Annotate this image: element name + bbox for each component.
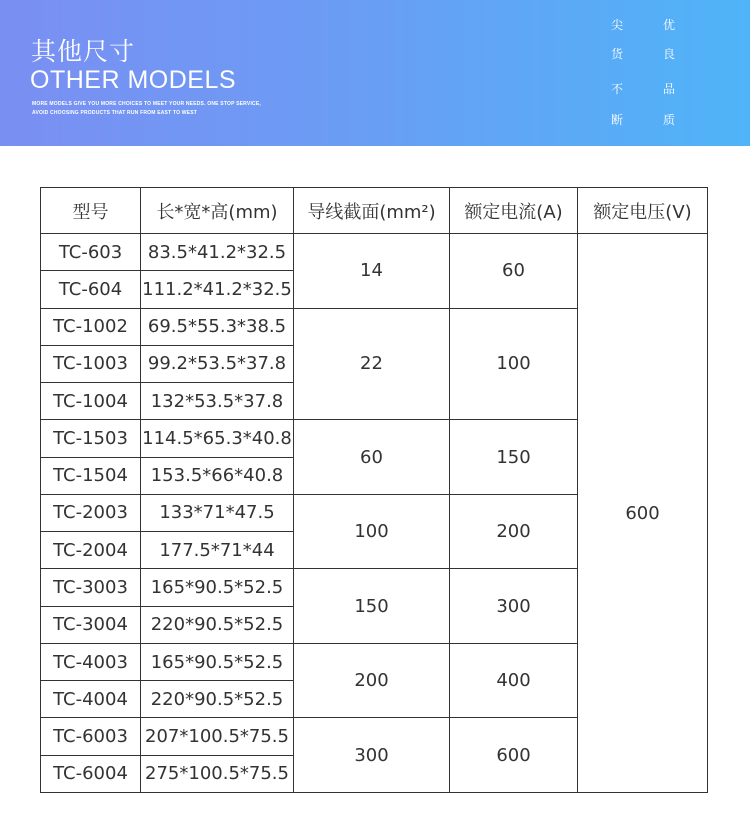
wire-section-cell: 100: [294, 494, 450, 569]
slogan-char: 质: [662, 113, 675, 127]
header-model: 型号: [41, 188, 141, 234]
dimensions-cell: 99.2*53.5*37.8: [141, 345, 294, 382]
model-cell: TC-2004: [41, 532, 141, 569]
rated-current-cell: 100: [450, 308, 578, 420]
dimensions-cell: 69.5*55.3*38.5: [141, 308, 294, 345]
slogan-char: 货: [610, 47, 623, 61]
dimensions-cell: 133*71*47.5: [141, 494, 294, 531]
wire-section-cell: 300: [294, 718, 450, 793]
wire-section-cell: 22: [294, 308, 450, 420]
model-cell: TC-2003: [41, 494, 141, 531]
model-cell: TC-604: [41, 271, 141, 308]
header-wire-section: 导线截面(mm²): [294, 188, 450, 234]
slogan-char: 良: [662, 47, 675, 61]
rated-voltage-cell: 600: [578, 234, 708, 793]
rated-current-cell: 200: [450, 494, 578, 569]
dimensions-cell: 114.5*65.3*40.8: [141, 420, 294, 457]
rated-current-cell: 400: [450, 643, 578, 718]
banner-title-chinese: 其他尺寸: [31, 37, 136, 66]
model-cell: TC-3004: [41, 606, 141, 643]
dimensions-cell: 207*100.5*75.5: [141, 718, 294, 755]
dimensions-cell: 275*100.5*75.5: [141, 755, 294, 792]
banner-subtitle: MORE MODELS GIVE YOU MORE CHOICES TO MEET YOUR NEEDS. ONE STOP SERVICE, AVOID CHOOSING PRODUCTS THAT RUN FROM EAST TO WEST: [32, 101, 261, 116]
wire-section-cell: 200: [294, 643, 450, 718]
header-rated-current: 额定电流(A): [450, 188, 578, 234]
dimensions-cell: 165*90.5*52.5: [141, 569, 294, 606]
slogan-char: 优: [662, 18, 675, 32]
model-cell: TC-1503: [41, 420, 141, 457]
slogan-char: 品: [662, 82, 675, 96]
rated-current-cell: 60: [450, 234, 578, 309]
dimensions-cell: 132*53.5*37.8: [141, 383, 294, 420]
wire-section-cell: 60: [294, 420, 450, 495]
dimensions-cell: 165*90.5*52.5: [141, 643, 294, 680]
slogan-char: 断: [610, 113, 623, 127]
model-cell: TC-1504: [41, 457, 141, 494]
header-rated-voltage: 额定电压(V): [578, 188, 708, 234]
model-cell: TC-1003: [41, 345, 141, 382]
model-cell: TC-6004: [41, 755, 141, 792]
banner-title-english: OTHER MODELS: [30, 66, 237, 94]
dimensions-cell: 177.5*71*44: [141, 532, 294, 569]
header-banner: [0, 0, 750, 146]
wire-section-cell: 14: [294, 234, 450, 309]
model-cell: TC-6003: [41, 718, 141, 755]
model-cell: TC-603: [41, 234, 141, 271]
rated-current-cell: 300: [450, 569, 578, 644]
model-cell: TC-1004: [41, 383, 141, 420]
dimensions-cell: 111.2*41.2*32.5: [141, 271, 294, 308]
rated-current-cell: 150: [450, 420, 578, 495]
dimensions-cell: 220*90.5*52.5: [141, 606, 294, 643]
dimensions-cell: 83.5*41.2*32.5: [141, 234, 294, 271]
model-cell: TC-4004: [41, 681, 141, 718]
slogan-char: 不: [610, 82, 623, 96]
models-spec-table: [40, 187, 708, 793]
slogan-char: 尖: [610, 18, 623, 32]
header-dimensions: 长*宽*高(mm): [141, 188, 294, 234]
dimensions-cell: 153.5*66*40.8: [141, 457, 294, 494]
model-cell: TC-3003: [41, 569, 141, 606]
model-cell: TC-1002: [41, 308, 141, 345]
rated-current-cell: 600: [450, 718, 578, 793]
wire-section-cell: 150: [294, 569, 450, 644]
table-row: [41, 234, 708, 271]
table-header-row: [41, 188, 708, 234]
model-cell: TC-4003: [41, 643, 141, 680]
dimensions-cell: 220*90.5*52.5: [141, 681, 294, 718]
